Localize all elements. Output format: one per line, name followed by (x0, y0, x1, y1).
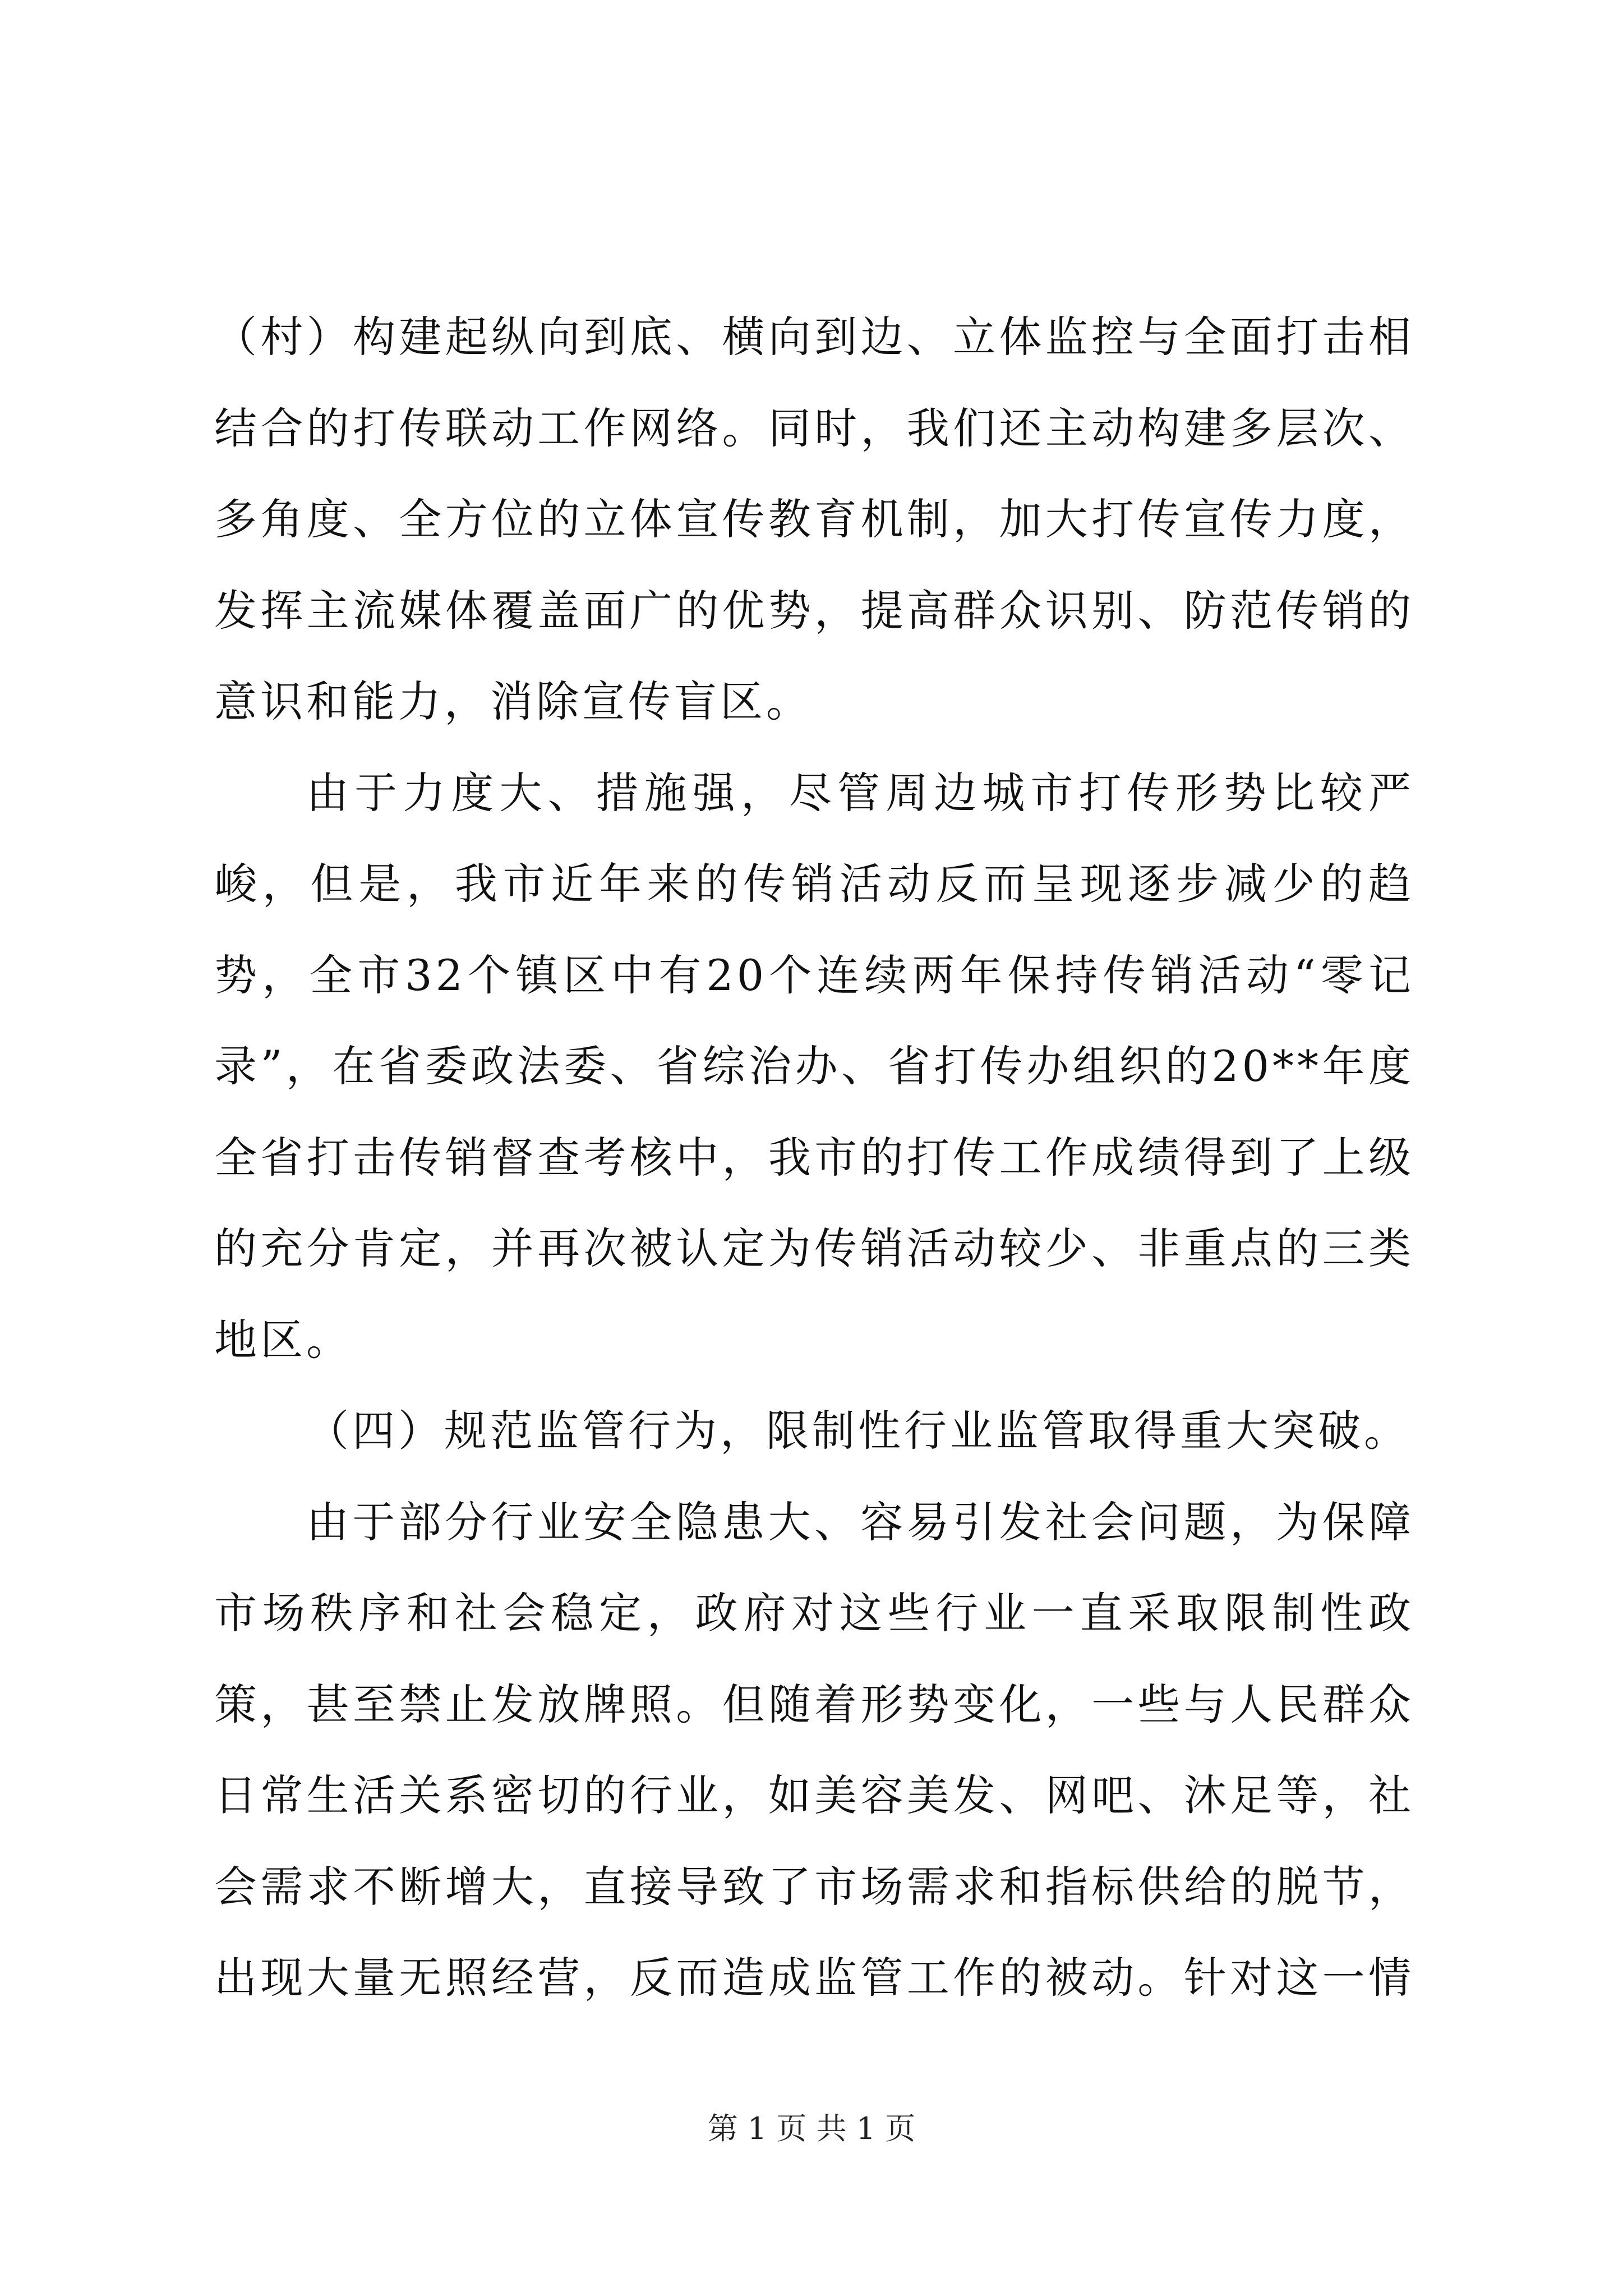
section-heading: （四）规范监管行为，限制性行业监管取得重大突破。 (306, 1406, 1410, 1456)
paragraph-result: 由于力度大、措施强，尽管周边城市打传形势比较严峻，但是，我市近年来的传销活动反而呈现逐步减少的趋势，全市32个镇区中有20个连续两年保持传销活动“零记录”，在省委政法委、省综治办、省打传办组织的20**年度全省打击传销督查考核中，我市的打传工作成绩得到了上级的充分肯定，并再次被认定为传销活动较少、非重点的三类地区。 (214, 767, 1414, 1365)
paragraph-continued: （村）构建起纵向到底、横向到边、立体监控与全面打击相结合的打传联动工作网络。同时，我们还主动构建多层次、多角度、全方位的立体宣传教育机制，加大打传宣传力度，发挥主流媒体覆盖面广的优势，提高群众识别、防范传销的意识和能力，消除宣传盲区。 (214, 312, 1414, 726)
body-text (214, 292, 1414, 2025)
page-footer: 第 1 页 共 1 页 (707, 2111, 916, 2146)
paragraph-regulation: 由于部分行业安全隐患大、容易引发社会问题，为保障市场秩序和社会稳定，政府对这些行业一直采取限制性政策，甚至禁止发放牌照。但随着形势变化，一些与人民群众日常生活关系密切的行业，如美容美发、网吧、沐足等，社会需求不断增大，直接导致了市场需求和指标供给的脱节，出现大量无照经营，反而造成监管工作的被动。针对这一情 (214, 1497, 1414, 2003)
